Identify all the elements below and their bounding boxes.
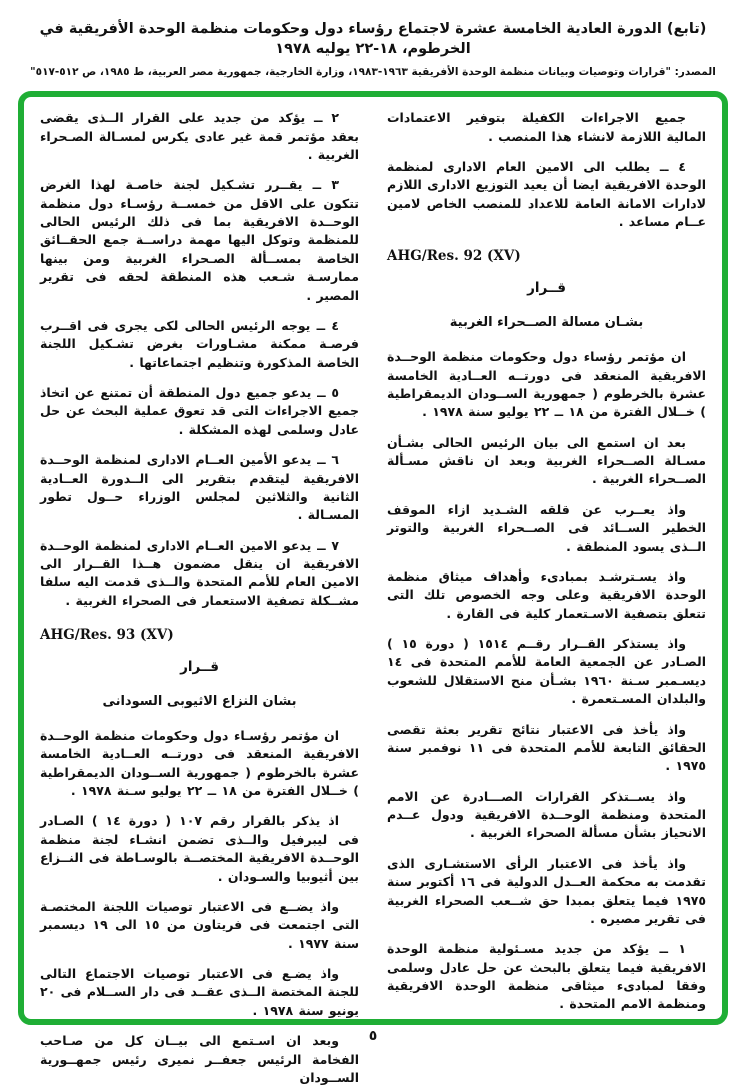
- left-col-heading-7: قــرار: [180, 658, 219, 675]
- page-number: ٥: [368, 1028, 378, 1044]
- right-col-para-7: واذ يعــرب عن قلقه الشـديد ازاء الموقف الخطير الســائد فى الصــحراء الغربية والتوتر الــذى يسود المنطقة .: [387, 501, 706, 554]
- right-col-para-12: واذ يأخذ فى الاعتبار الرأى الاستشـارى الذى تقدمت به محكمة العــدل الدولية فى ١٦ أكتوبر سنة ١٩٧٥ فيما يتعلق بمبدا حق شــعب الصحراء الغربية فى تقرير مصيره .: [387, 855, 706, 926]
- left-col-para-9: ان مؤتمر رؤسـاء دول وحكومات منظمة الوحــدة الافريقية المنعقد فى دورتــه العــادية الخامسة عشرة بالخرطوم ( جمهورية الســودان الديمقراطية ) خــلال الفترة من ١٨ ــ ٢٢ يوليو سـنة ١٩٧٨ .: [40, 727, 359, 799]
- right-col-heading-3: قــرار: [527, 280, 566, 297]
- column-right: [387, 109, 706, 1011]
- left-col-para-4: ٦ ــ يدعو الأمين العــام الادارى لمنظمة الوحــدة الافريقية ليتقدم بتقرير الى الــدورة العــادية الثانية والثلاثين لمجلس الوزراء حــول تطور المسـالة .: [40, 452, 359, 523]
- right-col-para-11: واذ يســتذكر القرارات الصـــادرة عن الامم المتحدة ومنظمة الوحــدة الافريقية ودول عــدم الانحياز بشأن مسألة الصحراء الغربية .: [387, 788, 706, 841]
- left-col-code-6: AHG/Res. 93 (XV): [40, 627, 174, 644]
- left-col-para-12: واذ يضـع فى الاعتبار توصيات الاجتماع التالى للجنة المختصة الــذى عقــد فى دار الســلام فى ٢٠ يونيو سنة ١٩٧٨ .: [40, 966, 359, 1018]
- content-frame: [18, 91, 728, 1085]
- right-col-para-0: جميع الاجراءات الكفيلة بتوفير الاعتمادات المالية اللازمة لانشاء هذا المنصب .: [387, 110, 706, 144]
- left-col-subheading-8: بشان النزاع الاثيوبى السودانى: [102, 693, 297, 709]
- right-col-para-13: ١ ــ يؤكد من جديد مسـئولية منظمة الوحدة الافريقية فيما يتعلق بالبحث عن حل عادل وسلمى وفقا لمبادىء ميثاقى منظمة الوحدة الافريقية ومنظمة الامم المتحدة .: [387, 941, 706, 1012]
- column-left: [40, 109, 359, 1085]
- right-col-subheading-4: بشـان مسالة الصــحراء الغربية: [449, 315, 644, 331]
- left-col-para-10: اذ يذكر بالقرار رقم ١٠٧ ( دورة ١٤ ) الصـادر فى ليبرفيل والــذى تضمن انشـاء لجنة منظمة الوحــدة الافريقية المختصــة بالوسـاطة فى النــزاع بين أثيوبيا والسـودان .: [40, 813, 359, 884]
- document-header: [0, 0, 746, 78]
- right-col-para-5: ان مؤتمر رؤساء دول وحكومات منظمة الوحــدة الافريقية المنعقد فى دورتــه العــادية الخامسة عشرة بالخرطوم ( جمهورية الســودان الديمقراطية ) خــلال الفترة من ١٨ ــ ٢٢ يوليو سنة ١٩٧٨ .: [387, 349, 706, 420]
- left-col-para-1: ٣ ــ يقــرر تشـكيل لجنة خاصـة لهذا الغرض تتكون على الاقل من خمســة رؤسـاء دول منظمة الوحــدة الافريقية بما فى ذلك الرئيس الحالى للمنظمة وتوكل اليها مهمة دراســة جمع الحقــائق الخاصة بمســألة الصـحراء الغربية ومن بينها ممارسـة شـعب هذه المنطقة لحقه فى تقرير المصير .: [40, 177, 359, 303]
- left-col-para-11: واذ يضــع فى الاعتبار توصيات اللجنة المختصـة التى اجتمعت فى فريتاون من ١٥ الى ١٩ ديسمبر سنة ١٩٧٧ .: [40, 898, 359, 951]
- header-source-citation: المصدر: "قرارات وتوصيات وبيانات منظمة الوحدة الأفريقية ١٩٦٣-١٩٨٣، وزارة الخارجية، جمهورية مصر العربية، ط ١٩٨٥، ص ٥١٢-٥١٧": [30, 66, 716, 79]
- left-col-para-0: ٢ ــ يؤكد من جديد على القرار الــذى يقضى بعقد مؤتمر قمة غير عادى يكرس لمسـالة الصـحراء الغربية .: [40, 110, 359, 162]
- header-session-title: (تابع) الدورة العادية الخامسة عشرة لاجتماع رؤساء دول وحكومات منظمة الوحدة الأفريقية في الخرطوم، ١٨-٢٢ يوليه ١٩٧٨: [39, 21, 707, 57]
- right-col-para-6: بعد ان استمع الى بيان الرئيس الحالى بشـأن مسـالة الصــحراء الغربية وبعد ان ناقش مسـألة الصــحراء الغربية .: [387, 434, 706, 487]
- left-col-para-3: ٥ ــ يدعو جميع دول المنطقة أن تمتنع عن اتخاذ جميع الاجراءات التى قد تعوق عملية البحث عن حل عادل وسلمى لهذه المشكلة .: [40, 385, 359, 437]
- left-col-para-13: وبعد ان اسـتمع الى بيــان كل من صـاحب الفخامة الرئيس جعفــر نميرى رئيس جمهــورية الســودان: [40, 1033, 359, 1085]
- left-col-para-2: ٤ ــ يوجه الرئيس الحالى لكى يجرى فى اقــرب فرصـة ممكنة مشـاورات بغرض تشـكيل اللجنة الخاصة المذكورة وتنظيم اجتماعاتها .: [40, 317, 359, 370]
- right-col-code-2: AHG/Res. 92 (XV): [387, 248, 521, 265]
- right-col-para-10: واذ يأخذ فى الاعتبار نتائج تقرير بعثة تقصى الحقائق التابعة للأمم المتحدة فى ١١ نوفمبر سنة ١٩٧٥ .: [387, 721, 706, 774]
- right-col-para-9: واذ يستذكر القــرار رقــم ١٥١٤ ( دورة ١٥ ) الصـادر عن الجمعية العامة للأمم المتحدة فى ١٤ ديسـمبر سـنة ١٩٦٠ بشـأن منح الاستقلال للشعوب والبلدان المسـتعمرة .: [387, 636, 706, 707]
- right-col-para-1: ٤ ــ يطلب الى الامين العام الادارى لمنظمة الوحدة الافريقية ايضا أن يعيد التوزيع الادارى اللازم لادارات الامانة العامة للاعداد للمنصب الخاص لامين عــام مساعد .: [387, 158, 706, 229]
- left-col-para-5: ٧ ــ يدعو الامين العــام الادارى لمنظمة الوحــدة الافريقية ان ينقل مضمون هــذا القــرار الى الامين العام للأمم المتحدة والــذى قدمت اليه سلفا مشــكلة تصفية الاستعمار فى الصحراء الغربية .: [40, 537, 359, 608]
- right-col-para-8: واذ يسـترشـد بمبادىء وأهداف ميثاق منظمة الوحدة الافريقية وعلى وجه الخصوص تلك التى تتعلق بتصفية الاسـتعمار كلية فى القارة .: [387, 568, 706, 621]
